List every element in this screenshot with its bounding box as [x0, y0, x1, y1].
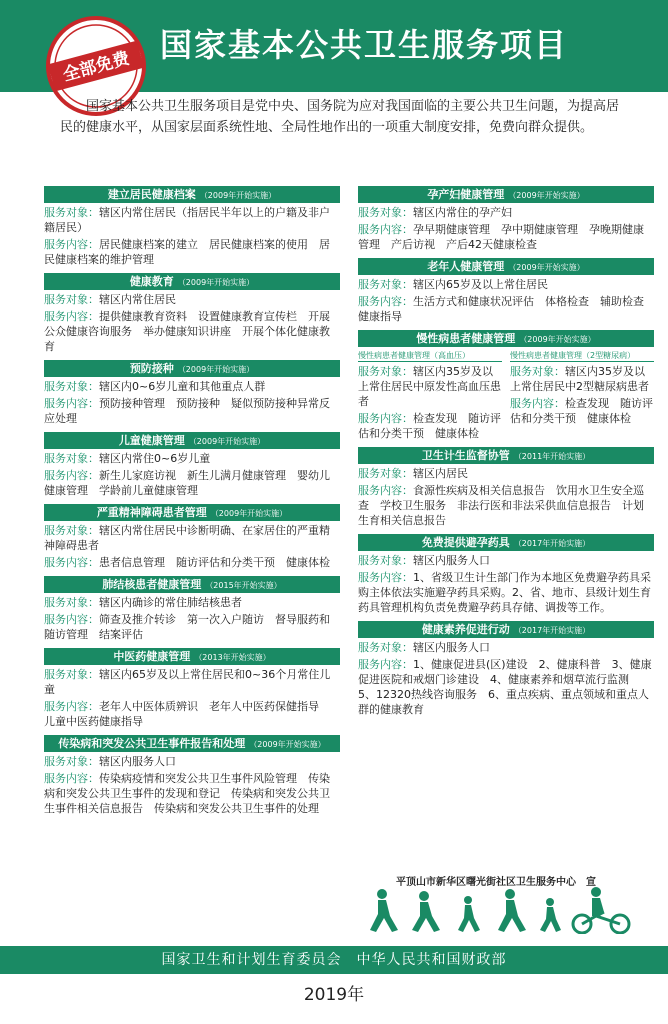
section-title: 儿童健康管理 — [118, 434, 185, 447]
section-title: 慢性病患者健康管理 — [416, 332, 516, 345]
service-label: 服务内容： — [44, 397, 99, 410]
section-title: 孕产妇健康管理 — [427, 188, 505, 201]
chronic-subcolumn-right — [510, 350, 654, 441]
service-section — [44, 273, 340, 354]
service-label: 服务内容： — [358, 223, 413, 236]
service-label: 服务对象： — [358, 278, 413, 291]
service-label: 服务对象： — [44, 206, 99, 219]
service-row — [44, 379, 340, 394]
service-text: 筛查及推介转诊 第一次入户随访 督导服药和随访管理 结案评估 — [44, 613, 330, 641]
section-year: （2009年开始实施） — [249, 740, 326, 749]
service-section — [44, 504, 340, 570]
service-row — [358, 483, 654, 528]
service-section — [358, 621, 654, 717]
service-label: 服务内容： — [358, 412, 413, 425]
service-row — [44, 612, 340, 642]
service-text: 1、省级卫生计生部门作为本地区免费避孕药具采购主体依法实施避孕药具采购。2、省、地市、县级计划生育药具管理机构负责免费避孕药具存储、调拨等工作。 — [358, 571, 651, 614]
service-label: 服务对象： — [44, 293, 99, 306]
service-section — [44, 648, 340, 729]
section-year: （2009年开始实施） — [188, 437, 266, 446]
section-year: （2017年开始实施） — [513, 626, 591, 635]
section-title-bar — [44, 735, 340, 752]
service-row — [358, 570, 654, 615]
service-text: 辖区内服务人口 — [413, 641, 490, 654]
service-label: 服务对象： — [44, 668, 99, 681]
section-title-bar — [44, 273, 340, 290]
section-title: 老年人健康管理 — [427, 260, 505, 273]
service-text: 1、健康促进县(区)建设 2、健康科普 3、健康促进医院和戒烟门诊建设 4、健康素养和烟草流行监测 5、12320热线咨询服务 6、重点疾病、重点领域和重点人群的健康教育 — [358, 658, 652, 716]
section-title: 健康素养促进行动 — [421, 623, 510, 636]
service-text: 辖区内65岁及以上常住居民和0~36个月常住儿童 — [44, 668, 331, 696]
service-text: 提供健康教育资料 设置健康教育宣传栏 开展公众健康咨询服务 举办健康知识讲座 开展个体化健康教育 — [44, 310, 330, 353]
section-year: （2009年开始实施） — [519, 335, 596, 344]
service-row — [358, 205, 654, 220]
runners-illustration — [364, 886, 654, 934]
service-label: 服务对象： — [358, 365, 413, 378]
service-label: 服务对象： — [44, 755, 99, 768]
service-label: 服务对象： — [510, 365, 565, 378]
section-title-bar — [358, 534, 654, 551]
service-section — [44, 735, 340, 816]
chronic-subcolumns — [358, 350, 654, 441]
service-section — [358, 186, 654, 252]
section-year: （2013年开始实施） — [194, 653, 271, 662]
section-year: （2015年开始实施） — [205, 581, 282, 590]
service-row — [44, 555, 340, 570]
service-label: 服务内容： — [44, 772, 99, 785]
service-label: 服务对象： — [358, 206, 413, 219]
section-year: （2011年开始实施） — [513, 452, 591, 461]
service-row — [510, 364, 654, 394]
service-row — [44, 292, 340, 307]
chronic-subtitle: 慢性病患者健康管理（高血压） — [358, 350, 502, 362]
service-text: 患者信息管理 随访评估和分类干预 健康体检 — [99, 556, 330, 569]
section-title-bar — [44, 432, 340, 449]
intro-paragraph: 国家基本公共卫生服务项目是党中央、国务院为应对我国面临的主要公共卫生问题，为提高居民的健康水平，从国家层面系统性地、全局性地作出的一项重大制度安排，免费向群众提供。 — [60, 99, 620, 135]
section-title: 肺结核患者健康管理 — [102, 578, 202, 591]
section-title-bar — [358, 330, 654, 347]
right-column — [358, 186, 654, 723]
section-title: 免费提供避孕药具 — [421, 536, 510, 549]
service-row — [44, 699, 340, 729]
service-row — [44, 396, 340, 426]
section-title-bar — [44, 576, 340, 593]
service-text: 传染病疫情和突发公共卫生事件风险管理 传染病和突发公共卫生事件的发现和登记 传染病和突发公共卫生事件相关信息报告 传染病和突发公共卫生事件的处理 — [44, 772, 330, 815]
service-text: 辖区内确诊的常住肺结核患者 — [99, 596, 242, 609]
service-text: 孕早期健康管理 孕中期健康管理 孕晚期健康管理 产后访视 产后42天健康检查 — [358, 223, 644, 251]
service-section — [44, 432, 340, 498]
service-row — [44, 309, 340, 354]
section-title: 预防接种 — [129, 362, 174, 375]
service-text: 老年人中医体质辨识 老年人中医药保健指导 儿童中医药健康指导 — [44, 700, 330, 728]
service-text: 辖区内0~6岁儿童和其他重点人群 — [99, 380, 266, 393]
service-text: 辖区内居民 — [413, 467, 468, 480]
section-year: （2009年开始实施） — [508, 191, 585, 200]
service-label: 服务内容： — [358, 484, 413, 497]
service-text: 辖区内常住居民（指居民半年以上的户籍及非户籍居民） — [44, 206, 330, 234]
service-row — [44, 237, 340, 267]
service-text: 辖区内常住居民中诊断明确、在家居住的严重精神障碍患者 — [44, 524, 330, 552]
service-row — [44, 468, 340, 498]
service-text: 预防接种管理 预防接种 疑似预防接种异常反应处理 — [44, 397, 330, 425]
service-row — [44, 771, 340, 816]
service-text: 辖区内常住的孕产妇 — [413, 206, 512, 219]
service-label: 服务内容： — [510, 397, 565, 410]
service-row — [44, 523, 340, 553]
service-row — [358, 222, 654, 252]
service-label: 服务对象： — [44, 524, 99, 537]
service-section — [44, 576, 340, 642]
service-row — [44, 754, 340, 769]
chronic-subcolumn-left — [358, 350, 502, 441]
service-label: 服务内容： — [44, 469, 99, 482]
section-year: （2009年开始实施） — [508, 263, 585, 272]
service-label: 服务内容： — [358, 571, 413, 584]
section-year: （2009年开始实施） — [210, 509, 288, 518]
service-row — [44, 451, 340, 466]
footer-year: 2019年 — [303, 985, 365, 1005]
service-row — [44, 205, 340, 235]
service-section — [44, 186, 340, 267]
service-row — [358, 364, 502, 409]
organization-credit: 平顶山市新华区曙光街社区卫生服务中心 宣 — [396, 877, 596, 888]
section-title-bar — [44, 186, 340, 203]
service-text: 辖区内35岁及以上常住居民中2型糖尿病患者 — [510, 365, 649, 393]
service-row — [358, 640, 654, 655]
service-text: 辖区内服务人口 — [413, 554, 490, 567]
section-title: 中医药健康管理 — [113, 650, 191, 663]
service-label: 服务内容： — [44, 556, 99, 569]
section-year: （2009年开始实施） — [199, 191, 277, 200]
service-section — [44, 360, 340, 426]
service-label: 服务内容： — [44, 310, 99, 323]
service-row — [358, 411, 502, 441]
section-year: （2009年开始实施） — [177, 278, 255, 287]
service-label: 服务对象： — [44, 380, 99, 393]
service-text: 居民健康档案的建立 居民健康档案的使用 居民健康档案的维护管理 — [44, 238, 330, 266]
section-title: 健康教育 — [129, 275, 174, 288]
service-row — [510, 396, 654, 426]
service-text: 辖区内65岁及以上常住居民 — [413, 278, 548, 291]
section-title: 传染病和突发公共卫生事件报告和处理 — [58, 737, 246, 750]
chronic-subtitle: 慢性病患者健康管理（2型糖尿病） — [510, 350, 654, 362]
service-text: 检查发现 随访评估和分类干预 健康体检 — [358, 412, 501, 440]
service-text: 新生儿家庭访视 新生儿满月健康管理 婴幼儿健康管理 学龄前儿童健康管理 — [44, 469, 330, 497]
section-year: （2009年开始实施） — [177, 365, 255, 374]
service-label: 服务内容： — [44, 238, 99, 251]
service-label: 服务对象： — [358, 467, 413, 480]
service-label: 服务内容： — [44, 613, 99, 626]
service-text: 食源性疾病及相关信息报告 饮用水卫生安全巡查 学校卫生服务 非法行医和非法采供血信息报告 计划生育相关信息报告 — [358, 484, 644, 527]
left-column — [44, 186, 340, 822]
stamp-text: 全部免费 — [60, 48, 132, 86]
service-row — [358, 277, 654, 292]
service-text: 辖区内常住居民 — [99, 293, 176, 306]
service-label: 服务内容： — [358, 658, 413, 671]
service-text: 生活方式和健康状况评估 体格检查 辅助检查 健康指导 — [358, 295, 655, 323]
service-row — [358, 553, 654, 568]
service-row — [358, 294, 654, 324]
section-title-bar — [358, 447, 654, 464]
section-title-bar — [358, 186, 654, 203]
section-title-bar — [44, 360, 340, 377]
service-label: 服务内容： — [358, 295, 413, 308]
section-title: 严重精神障碍患者管理 — [96, 506, 207, 519]
service-text: 检查发现 随访评估和分类干预 健康体检 — [510, 397, 653, 425]
service-label: 服务对象： — [358, 641, 413, 654]
service-text: 辖区内常住0~6岁儿童 — [99, 452, 211, 465]
service-row — [44, 667, 340, 697]
service-text: 辖区内服务人口 — [99, 755, 176, 768]
page-title: 国家基本公共卫生服务项目 — [160, 26, 569, 64]
section-title-bar — [44, 648, 340, 665]
section-title-bar — [358, 621, 654, 638]
section-title-bar — [358, 258, 654, 275]
section-title: 建立居民健康档案 — [107, 188, 196, 201]
service-row — [44, 595, 340, 610]
section-title-bar — [44, 504, 340, 521]
service-section — [358, 447, 654, 528]
service-section — [358, 534, 654, 615]
service-text: 辖区内35岁及以上常住居民中原发性高血压患者 — [358, 365, 501, 408]
service-row — [358, 657, 654, 717]
footer-banner: 国家卫生和计划生育委员会 中华人民共和国财政部 — [0, 946, 668, 974]
chronic-disease-section — [358, 330, 654, 441]
service-label: 服务对象： — [44, 452, 99, 465]
service-label: 服务对象： — [44, 596, 99, 609]
service-row — [358, 466, 654, 481]
service-label: 服务对象： — [358, 554, 413, 567]
section-year: （2017年开始实施） — [513, 539, 591, 548]
service-label: 服务内容： — [44, 700, 99, 713]
service-section — [358, 258, 654, 324]
section-title: 卫生计生监督协管 — [421, 449, 510, 462]
